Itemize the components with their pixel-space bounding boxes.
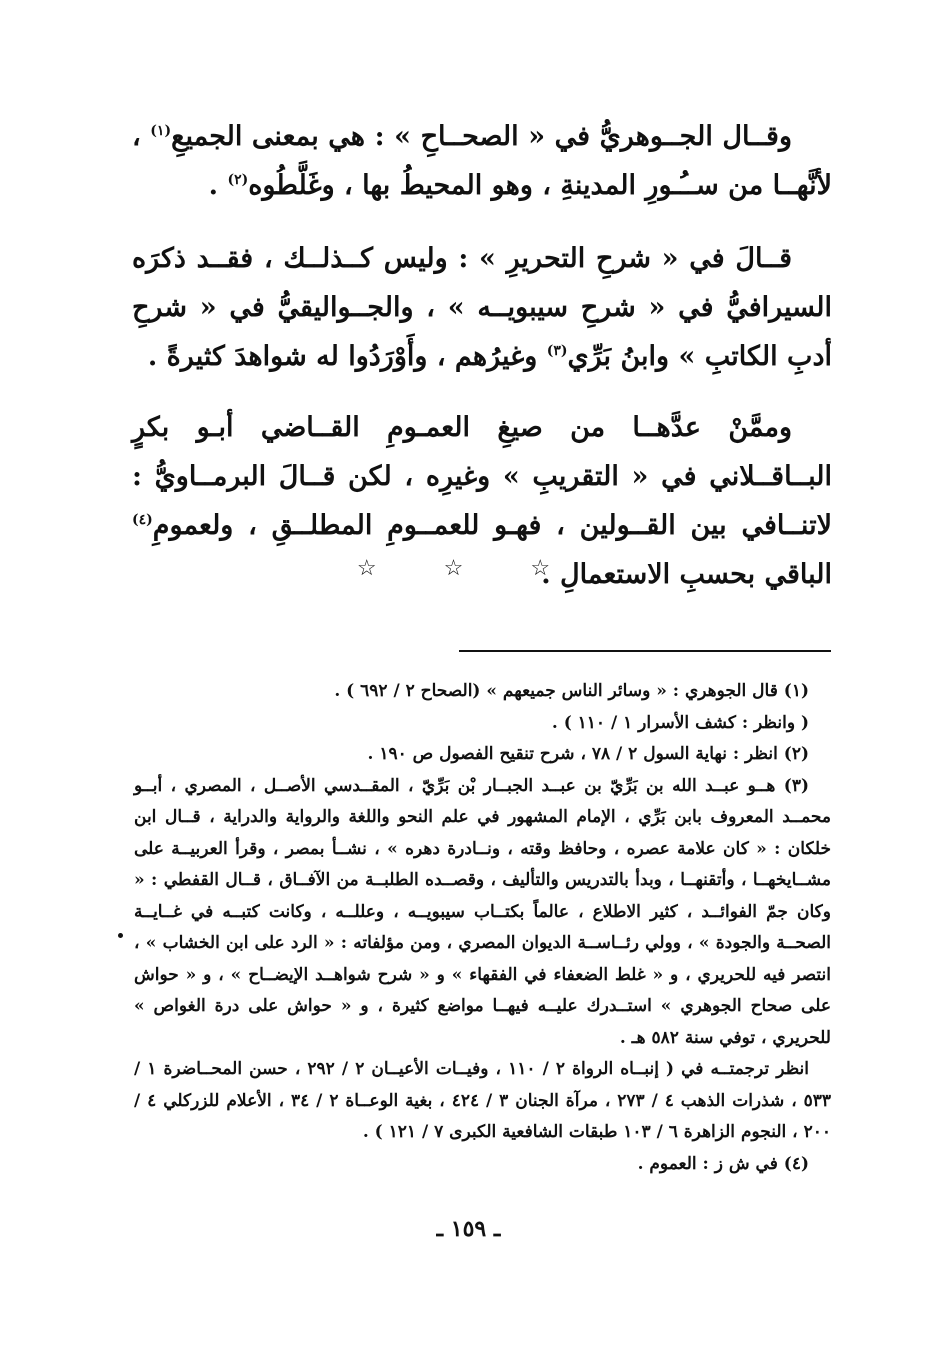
paragraph-1-text-c: . (208, 170, 228, 201)
footnote-divider (459, 650, 831, 652)
footnote-1: (١) قال الجوهري : « وسائر الناس جميعهم » (الصحاح ٢ / ٦٩٢ ) . (334, 681, 809, 701)
page-number: ـ ١٥٩ ـ (436, 1216, 501, 1242)
paragraph-1-text-b: ، لأنَّهــا من ســُـورِ المدينةِ ، وهو المحيطُ بها ، وغَلَّطُوه (132, 121, 832, 201)
paragraph-2 (132, 234, 832, 381)
paragraph-1-text-a: وقــال الجــوهريُّ في « الصحــاحِ » : هي بمعنى الجميعِ (171, 121, 793, 152)
main-text (132, 112, 832, 621)
section-separator-stars: ☆ ☆ ☆ (356, 556, 581, 581)
footnote-3: (٣) هــو عبــد الله بن بَرِّيّ بن عبــد الجبــار بْن بَرِّيّ ، المقــدسي الأصــل ، المصري ، أبــو محمــد المعروف بابن بَرِّي ، الإمام المشهور في علم النحو واللغة والرواية والدراية ، قــال ابن خلكان : « كان علامة عصره ، وحافظ وقته ، ونــادرة دهره » ، نشــأ بمصر ، وقرأ العربيــة على مشــايخهــا ، وأتقنهــا ، وبدأ بالتدريس والتأليف ، وقصــده الطلبــة من الآفــاق ، قــال القفطي : « وكان جمّ الفوائــد ، كثير الاطلاع ، عالماً بكتــاب سيبويــه ، وعللــه ، وكانت كتبــه في غــايــة الصحــة والجودة » ، وولي رئــاســة الديوان المصري ، ومن مؤلفاته : « الرد على ابن الخشاب » ، انتصر فيه للحريري ، و « غلط الضعفاء في الفقهاء » و « شرح شواهــد الإيضــاح » ، و « حواش على صحاح الجوهري » استــدرك عليــه فيهــا مواضع كثيرة ، و « حواش على درة الغواص » للحريري ، توفي سنة ٥٨٢ هـ . (134, 775, 831, 1048)
paragraph-1 (132, 112, 832, 210)
footnote-4: (٤) في ش ز : العموم . (637, 1153, 809, 1174)
footnote-ref-2[interactable]: (٢) (227, 172, 249, 188)
footnote-ref-1[interactable]: (١) (150, 123, 172, 139)
footnote-3-sources: انظر ترجمتــه في ( إنبــاه الرواة ٢ / ١١٠ ، وفيــات الأعيــان ٢ / ٢٩٢ ، حسن المحــاضرة ١ / ٥٣٣ ، شذرات الذهب ٤ / ٢٧٣ ، مرآة الجنان ٣ / ٤٢٤ ، بغية الوعــاة ٢ / ٣٤ ، الأعلام للزركلي ٤ / ٢٠٠ ، النجوم الزاهرة ٦ / ١٠٣ طبقات الشافعية الكبرى ٧ / ١٢١ ) . (134, 1059, 832, 1142)
paragraph-3-text-b: الباقي بحسبِ الاستعمالِ . (541, 559, 832, 590)
footnote-1-see-also: ( وانظر : كشف الأسرار ١ / ١١٠ ) . (551, 712, 809, 733)
paragraph-3-text-a: وممَّنْ عدَّهــا من صيغِ العمـومِ القــاضي أبـو بكرٍ البــاقــلاني في « التقريبِ » وغيرِه ، لكن قــالَ البرمــاويُّ : لاتنــافي بين القــولين ، فهـو للعمــومِ المطلــقِ ، ولعمومِ (132, 412, 832, 541)
footnote-ref-3[interactable]: (٣) (546, 343, 568, 359)
paragraph-2-text-b: وغيرُهم ، وأَوْرَدُوا له شواهدَ كثيرةً . (147, 341, 547, 372)
margin-dot (118, 933, 123, 938)
footnotes (134, 676, 831, 1180)
footnote-2: (٢) انظر : نهاية السول ٢ / ٧٨ ، شرح تنقيح الفصول ص ١٩٠ . (367, 744, 809, 764)
paragraph-2-text-a: قــالَ في « شرحِ التحريرِ » : وليس كــذلــك ، فقــد ذكرَه السيرافيُّ في « شرحِ سيبويــه » ، والجــواليقيُّ في « شرحِ أدبِ الكاتبِ » وابنُ بَرِّي (132, 243, 832, 372)
footnote-ref-4[interactable]: (٤) (132, 512, 153, 528)
